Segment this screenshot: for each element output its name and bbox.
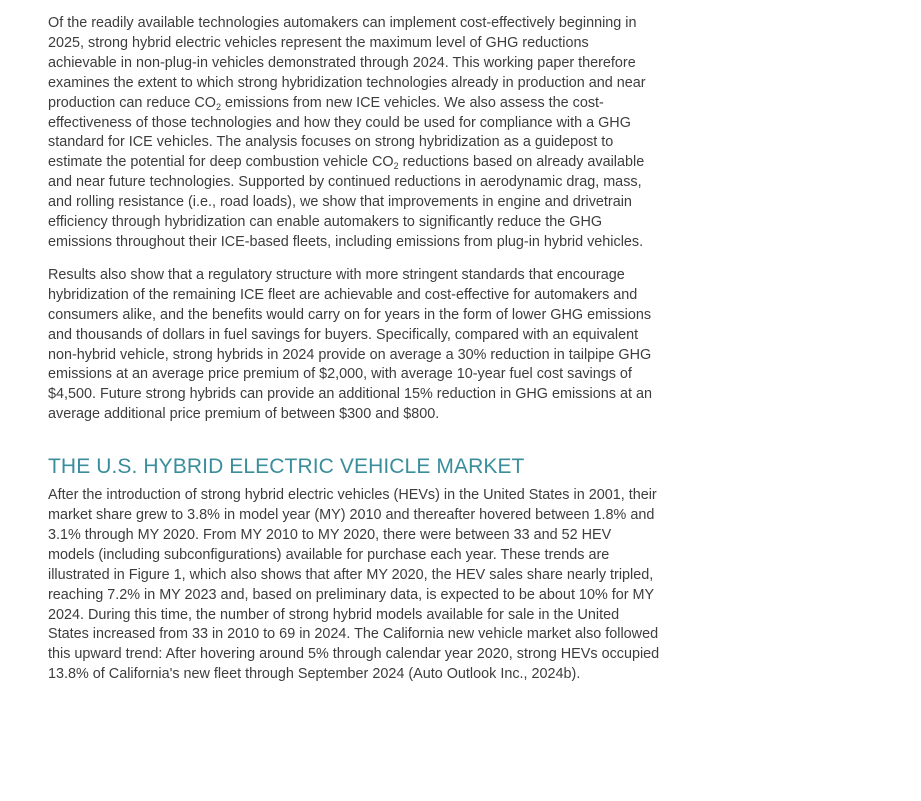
section-paragraph: After the introduction of strong hybrid electric vehicles (HEVs) in the United States in 2001, their market share grew to 3.8% in model year (MY) 2010 and thereafter hovered between 1.8% and 3.1% through MY 2020. From MY 2010 to MY 2020, there were between 33 and 52 HEV models (including subconfigurations) available for purchase each year. These trends are illustrated in Figure 1, which also shows that after MY 2020, the HEV sales share nearly tripled, reaching 7.2% in MY 2023 and, based on preliminary data, is expected to be about 10% for MY 2024. During this time, the number of strong hybrid models available for sale in the United States increased from 33 in 2010 to 69 in 2024. The California new vehicle market also followed this upward trend: After hovering around 5% through calendar year 2020, strong HEVs occupied 13.8% of California's new fleet through September 2024 (Auto Outlook Inc., 2024b). — [48, 487, 660, 683]
paragraph-1-text-c: reductions based on already available and near future technologies. Supported by continued reductions in aerodynamic drag, mass, and rolling resistance (i.e., road loads), we show that improvements in engine and drivetrain efficiency through hybridization can enable automakers to significantly reduce the GHG emissions throughout their ICE-based fleets, including emissions from plug-in hybrid vehicles. — [48, 154, 645, 250]
co2-subscript: 2 — [216, 101, 222, 112]
section-heading: THE U.S. HYBRID ELECTRIC VEHICLE MARKET — [48, 455, 525, 479]
body-paragraph-1 — [48, 14, 660, 253]
co2-subscript: 2 — [393, 161, 399, 172]
body-paragraph-2: Results also show that a regulatory structure with more stringent standards that encourage hybridization of the remaining ICE fleet are achievable and cost-effective for automakers and consumers alike, and the benefits would carry on for years in the form of lower GHG emissions and thousands of dollars in fuel savings for buyers. Specifically, compared with an equivalent non-hybrid vehicle, strong hybrids in 2024 provide on average a 30% reduction in tailpipe GHG emissions at an average price premium of $2,000, with average 10-year fuel cost savings of $4,500. Future strong hybrids can provide an additional 15% reduction in GHG emissions at an average additional price premium of between $300 and $800. — [48, 266, 652, 423]
paragraph-1-text-b: emissions from new ICE vehicles. We also assess the cost-effectiveness of those technologies and how they could be used for compliance with a GHG standard for ICE vehicles. The analysis focuses on strong hybridization as a guidepost to estimate the potential for deep combustion vehicle CO — [48, 94, 631, 171]
paragraph-1-text-a: Of the readily available technologies automakers can implement cost-effectively beginning in 2025, strong hybrid electric vehicles represent the maximum level of GHG reductions achievable in non-plug-in vehicles demonstrated through 2024. This working paper therefore examines the extent to which strong hybridization technologies already in production and near production can reduce CO — [48, 15, 646, 111]
document-page — [48, 14, 660, 685]
